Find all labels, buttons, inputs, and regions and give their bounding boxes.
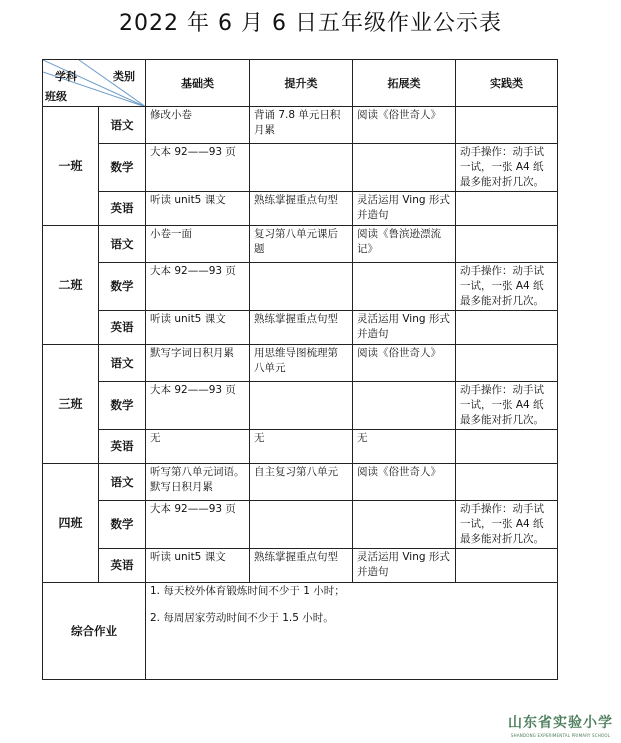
extended-cell — [353, 263, 456, 311]
advanced-cell: 熟练掌握重点句型 — [250, 549, 353, 583]
practice-cell — [456, 107, 558, 144]
basic-cell: 听读 unit5 课文 — [146, 311, 250, 345]
summary-item-2: 2. 每周居家劳动时间不少于 1.5 小时。 — [150, 612, 334, 624]
school-name-en: SHANDONG EXPERIMENTAL PRIMARY SCHOOL — [510, 733, 611, 738]
subject-cell: 数学 — [99, 382, 146, 430]
table-row — [43, 345, 558, 382]
advanced-cell: 熟练掌握重点句型 — [250, 311, 353, 345]
extended-cell: 阅读《俗世奇人》 — [353, 464, 456, 501]
practice-cell: 动手操作：动手试一试，一张 A4 纸最多能对折几次。 — [456, 501, 558, 549]
header-extended: 拓展类 — [353, 60, 456, 107]
table-row — [43, 430, 558, 464]
basic-cell: 大本 92——93 页 — [146, 144, 250, 192]
basic-cell: 大本 92——93 页 — [146, 501, 250, 549]
corner-subject-label: 学科 — [55, 70, 77, 83]
practice-cell — [456, 192, 558, 226]
extended-cell: 无 — [353, 430, 456, 464]
practice-cell: 动手操作：动手试一试，一张 A4 纸最多能对折几次。 — [456, 382, 558, 430]
class-label-3: 三班 — [43, 345, 99, 464]
practice-cell — [456, 464, 558, 501]
subject-cell: 语文 — [99, 107, 146, 144]
summary-item-1: 1. 每天校外体育锻炼时间不少于 1 小时； — [150, 585, 345, 597]
table-row — [43, 144, 558, 192]
header-practice: 实践类 — [456, 60, 558, 107]
subject-cell: 英语 — [99, 430, 146, 464]
table-row — [43, 549, 558, 583]
header-basic: 基础类 — [146, 60, 250, 107]
practice-cell — [456, 345, 558, 382]
advanced-cell — [250, 263, 353, 311]
school-logo — [508, 712, 613, 738]
subject-cell: 英语 — [99, 311, 146, 345]
advanced-cell — [250, 501, 353, 549]
subject-cell: 语文 — [99, 226, 146, 263]
table-row — [43, 501, 558, 549]
extended-cell: 灵活运用 Ving 形式并造句 — [353, 192, 456, 226]
advanced-cell — [250, 382, 353, 430]
header-row — [43, 60, 558, 107]
homework-table — [42, 59, 558, 680]
extended-cell — [353, 382, 456, 430]
basic-cell: 无 — [146, 430, 250, 464]
subject-cell: 英语 — [99, 192, 146, 226]
practice-cell — [456, 430, 558, 464]
corner-header-cell — [43, 60, 146, 107]
advanced-cell: 复习第八单元课后题 — [250, 226, 353, 263]
advanced-cell: 无 — [250, 430, 353, 464]
header-advanced: 提升类 — [250, 60, 353, 107]
basic-cell: 听读 unit5 课文 — [146, 192, 250, 226]
basic-cell: 大本 92——93 页 — [146, 263, 250, 311]
subject-cell: 英语 — [99, 549, 146, 583]
basic-cell: 大本 92——93 页 — [146, 382, 250, 430]
advanced-cell — [250, 144, 353, 192]
subject-cell: 语文 — [99, 464, 146, 501]
subject-cell: 数学 — [99, 501, 146, 549]
practice-cell: 动手操作：动手试一试，一张 A4 纸最多能对折几次。 — [456, 144, 558, 192]
practice-cell — [456, 311, 558, 345]
advanced-cell: 熟练掌握重点句型 — [250, 192, 353, 226]
practice-cell — [456, 549, 558, 583]
table-row — [43, 107, 558, 144]
practice-cell — [456, 226, 558, 263]
table-row — [43, 464, 558, 501]
extended-cell — [353, 501, 456, 549]
extended-cell: 灵活运用 Ving 形式并造句 — [353, 549, 456, 583]
extended-cell: 灵活运用 Ving 形式并造句 — [353, 311, 456, 345]
extended-cell — [353, 144, 456, 192]
basic-cell: 小卷一面 — [146, 226, 250, 263]
table-row — [43, 192, 558, 226]
subject-cell: 数学 — [99, 263, 146, 311]
corner-class-label: 班级 — [45, 90, 67, 103]
basic-cell: 听写第八单元词语。默写日积月累 — [146, 464, 250, 501]
subject-cell: 语文 — [99, 345, 146, 382]
school-name-cn: 山东省实验小学 — [508, 715, 613, 731]
summary-label: 综合作业 — [43, 583, 146, 680]
table-row — [43, 226, 558, 263]
class-label-1: 一班 — [43, 107, 99, 226]
advanced-cell: 用思维导图梳理第八单元 — [250, 345, 353, 382]
corner-category-label: 类别 — [113, 70, 135, 83]
page-title: 2022 年 6 月 6 日五年级作业公示表 — [119, 11, 502, 36]
summary-row — [43, 583, 558, 680]
table-row — [43, 382, 558, 430]
extended-cell: 阅读《俗世奇人》 — [353, 107, 456, 144]
class-label-4: 四班 — [43, 464, 99, 583]
extended-cell: 阅读《鲁滨逊漂流记》 — [353, 226, 456, 263]
practice-cell: 动手操作：动手试一试，一张 A4 纸最多能对折几次。 — [456, 263, 558, 311]
subject-cell: 数学 — [99, 144, 146, 192]
basic-cell: 默写字词日积月累 — [146, 345, 250, 382]
table-row — [43, 263, 558, 311]
class-label-2: 二班 — [43, 226, 99, 345]
table-row — [43, 311, 558, 345]
advanced-cell: 背诵 7.8 单元日积月累 — [250, 107, 353, 144]
basic-cell: 听读 unit5 课文 — [146, 549, 250, 583]
basic-cell: 修改小卷 — [146, 107, 250, 144]
summary-content — [146, 583, 558, 680]
extended-cell: 阅读《俗世奇人》 — [353, 345, 456, 382]
advanced-cell: 自主复习第八单元 — [250, 464, 353, 501]
